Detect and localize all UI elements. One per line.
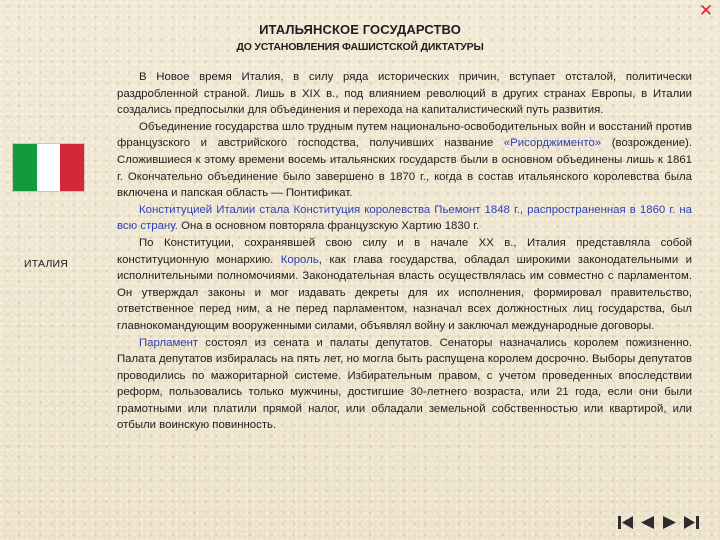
paragraph-text: (возрождение). Сложившиеся к этому времени восемь итальянских государств были в основном объединены лишь к 1861 г. Окончательно объединение было завершено в 1870 г., когда в состав итальянского королевства была включена и папская область — Понтификат. [117,137,692,200]
next-slide-button[interactable] [661,514,678,531]
highlighted-text: Конституцией Италии стала Конституция королевства Пьемонт 1848 г., распространенная в 1860 г. на всю страну. [117,203,692,233]
skip-last-icon [683,514,700,531]
flag-red-stripe [60,144,84,191]
skip-first-icon [617,514,634,531]
previous-slide-button[interactable] [639,514,656,531]
paragraph [117,119,692,202]
page-title: ИТАЛЬЯНСКОЕ ГОСУДАРСТВО [259,22,461,37]
triangle-right-icon [661,514,678,531]
paragraph-text: Объединение государства шло трудным путем национально-освободительных войн и восстаний против французского и австрийского господства, получивших название [117,120,692,150]
paragraph-text: По Конституции, сохранявшей свою силу и в начале XX в., Италия представляла собой конституционную монархию. [117,236,692,266]
flag-white-stripe [37,144,61,191]
paragraph-text: , как глава государства, обладал широкими законодательными и исполнительными полномочиями. Законодательная власть осуществлялась им совместно с парламентом. Он утверждал законы и мог издавать декреты для их исполнения, формировал правительство, ответственное перед ним, а не перед парламентом, назначал всех должностных лиц государства, был главнокомандующим вооруженными силами, объявлял войну и заключал международные договоры. [117,253,693,332]
close-icon: ✕ [698,1,714,20]
article-text [117,69,692,434]
paragraph [117,235,692,335]
paragraph [117,202,692,235]
flag-green-stripe [13,144,37,191]
paragraph-text: В Новое время Италия, в силу ряда исторических причин, вступает отсталой, политически раздробленной страной. Лишь в XIX в., под влиянием революций в других странах Европы, в Италии создались предпосылки для объединения и перехода на капиталистический путь развития. [117,71,692,117]
flag-caption: ИТАЛИЯ [24,258,69,270]
last-slide-button[interactable] [683,514,700,531]
slide-navigation [617,514,700,531]
close-button[interactable] [698,3,714,19]
paragraph [117,335,692,435]
page-subtitle: ДО УСТАНОВЛЕНИЯ ФАШИСТСКОЙ ДИКТАТУРЫ [236,41,484,53]
triangle-left-icon [639,514,656,531]
first-slide-button[interactable] [617,514,634,531]
paragraph [117,69,692,119]
italy-flag [13,144,84,191]
paragraph-text: Она в основном повторяла французскую Хартию 1830 г. [177,220,480,233]
paragraph-text: состоял из сената и палаты депутатов. Сенаторы назначались королем пожизненно. Палата депутатов избиралась на пять лет, но могла быть распущена королем досрочно. Выборы депутатов проводились по мажоритарной системе. Избирательным правом, с учетом проведенных впоследствии реформ, пользовались только мужчины, достигшие 30-летнего возраста, или 21 года, если они были грамотными или платили прямой налог, или обладали земельной собственностью или квартирой, или отбыли воинскую повинность. [117,336,692,432]
highlighted-text: Парламент [139,336,199,349]
highlighted-text: «Рисорджименто» [503,137,602,150]
highlighted-text: Король [280,253,319,266]
